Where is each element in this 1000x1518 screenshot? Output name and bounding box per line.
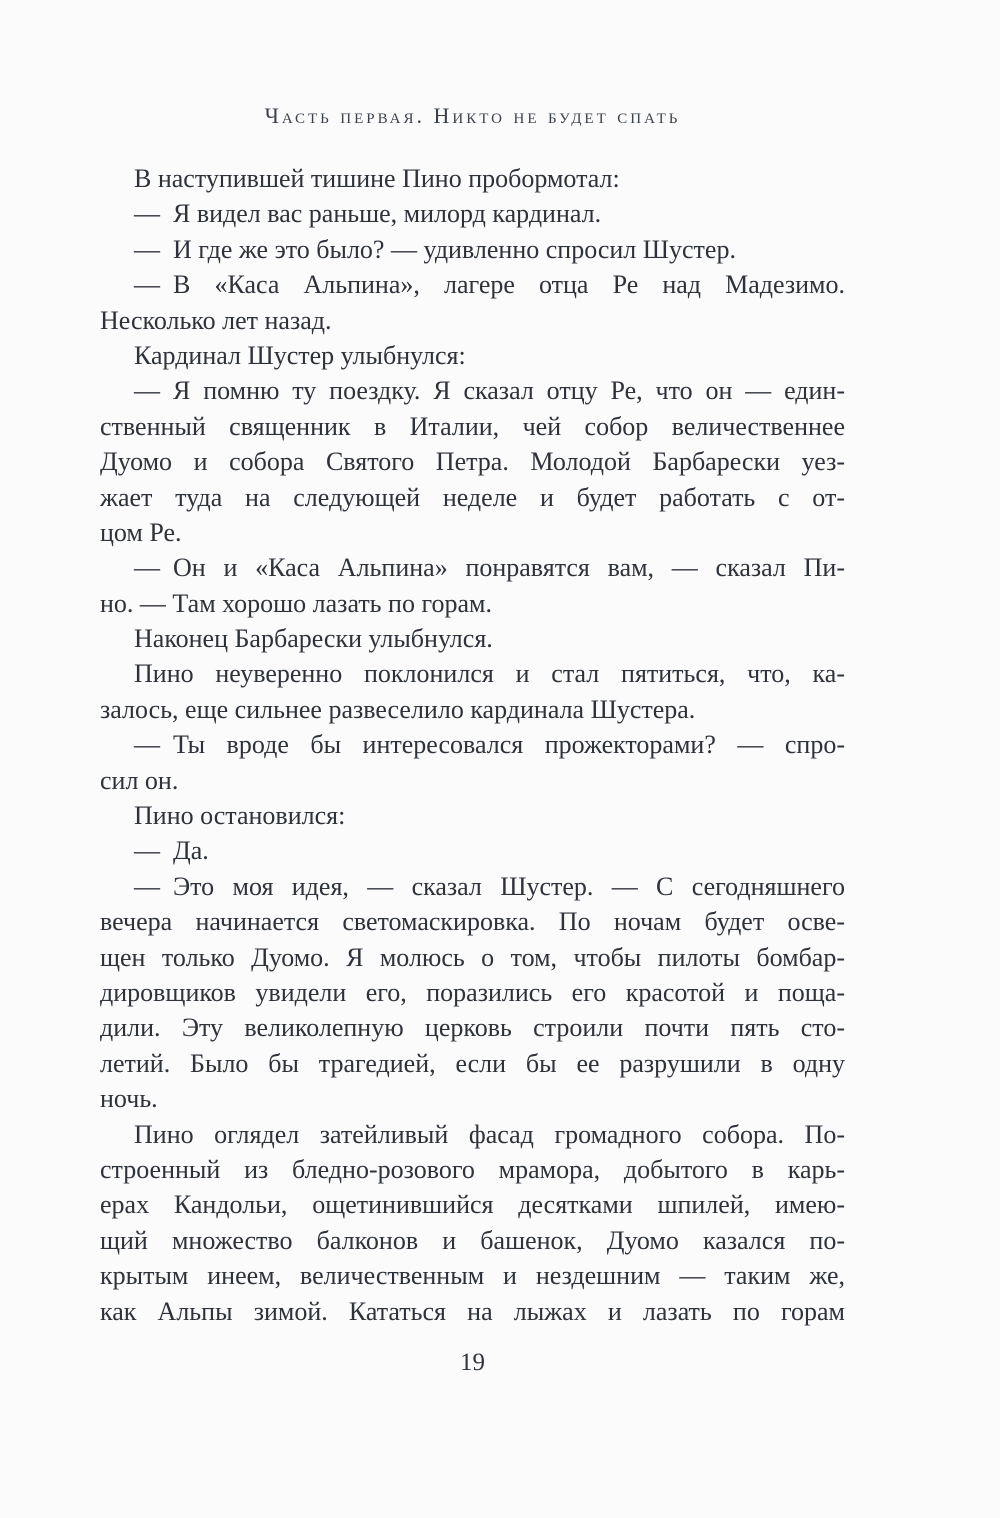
text-line: дировщиков увидели его, поразились его красотой и поща- [100,977,845,1007]
text-line: — Это моя идея, — сказал Шустер. — С сегодняшнего [134,871,845,901]
text-line: — Ты вроде бы интересовался прожекторами? — спро- [134,730,845,760]
text-line: — Я помню ту поездку. Я сказал отцу Ре, что он — един- [134,376,845,406]
text-line: щий множество балконов и башенок, Дуомо казался по- [100,1225,845,1255]
text-line: Пино оглядел затейливый фасад громадного собора. По- [134,1119,845,1149]
text-line: В наступившей тишине Пино пробормотал: [134,164,620,193]
text-line: как Альпы зимой. Кататься на лыжах и лазать по горам [100,1296,845,1326]
text-line: — Он и «Каса Альпина» понравятся вам, — сказал Пи- [134,553,845,583]
text-line: цом Ре. [100,517,182,547]
text-line: — В «Каса Альпина», лагере отца Ре над Мадезимо. [134,270,845,300]
text-line: крытым инеем, величественным и нездешним — таким же, [100,1261,845,1291]
running-header: Часть первая. Никто не будет спать [264,103,681,128]
text-line: Пино остановился: [134,801,346,831]
text-line: — Я видел вас раньше, милорд кардинал. [134,199,602,229]
text-line: жает туда на следующей неделе и будет работать с от- [100,482,845,512]
text-line: вечера начинается светомаскировка. По ночам будет осве- [100,907,845,937]
text-line: — И где же это было? — удивленно спросил Шустер. [134,234,736,264]
text-line: Кардинал Шустер улыбнулся: [134,340,466,370]
text-line: Пино неуверенно поклонился и стал пятиться, что, ка- [134,659,845,689]
text-line: — Да. [134,836,209,866]
text-line: дили. Эту великолепную церковь строили почти пять сто- [100,1013,845,1043]
text-line: Дуомо и собора Святого Петра. Молодой Барбарески уез- [100,447,845,477]
text-line: ночь. [100,1084,158,1114]
text-line: сил он. [100,765,179,795]
text-line: ерах Кандольи, ощетинившийся десятками шпилей, имею- [100,1190,845,1220]
page-number: 19 [460,1349,485,1376]
text-line: щен только Дуомо. Я молюсь о том, чтобы пилоты бомбар- [100,942,845,972]
text-line: Несколько лет назад. [100,305,332,335]
text-line: строенный из бледно-розового мрамора, добытого в карь- [100,1154,845,1184]
text-line: летий. Было бы трагедией, если бы ее разрушили в одну [100,1048,845,1078]
text-line: Наконец Барбарески улыбнулся. [134,624,493,654]
text-line: но. — Там хорошо лазать по горам. [100,588,492,618]
text-line: ственный священник в Италии, чей собор величественнее [100,411,845,441]
text-line: залось, еще сильнее развеселило кардинала Шустера. [100,694,696,724]
body-text [100,161,845,1329]
